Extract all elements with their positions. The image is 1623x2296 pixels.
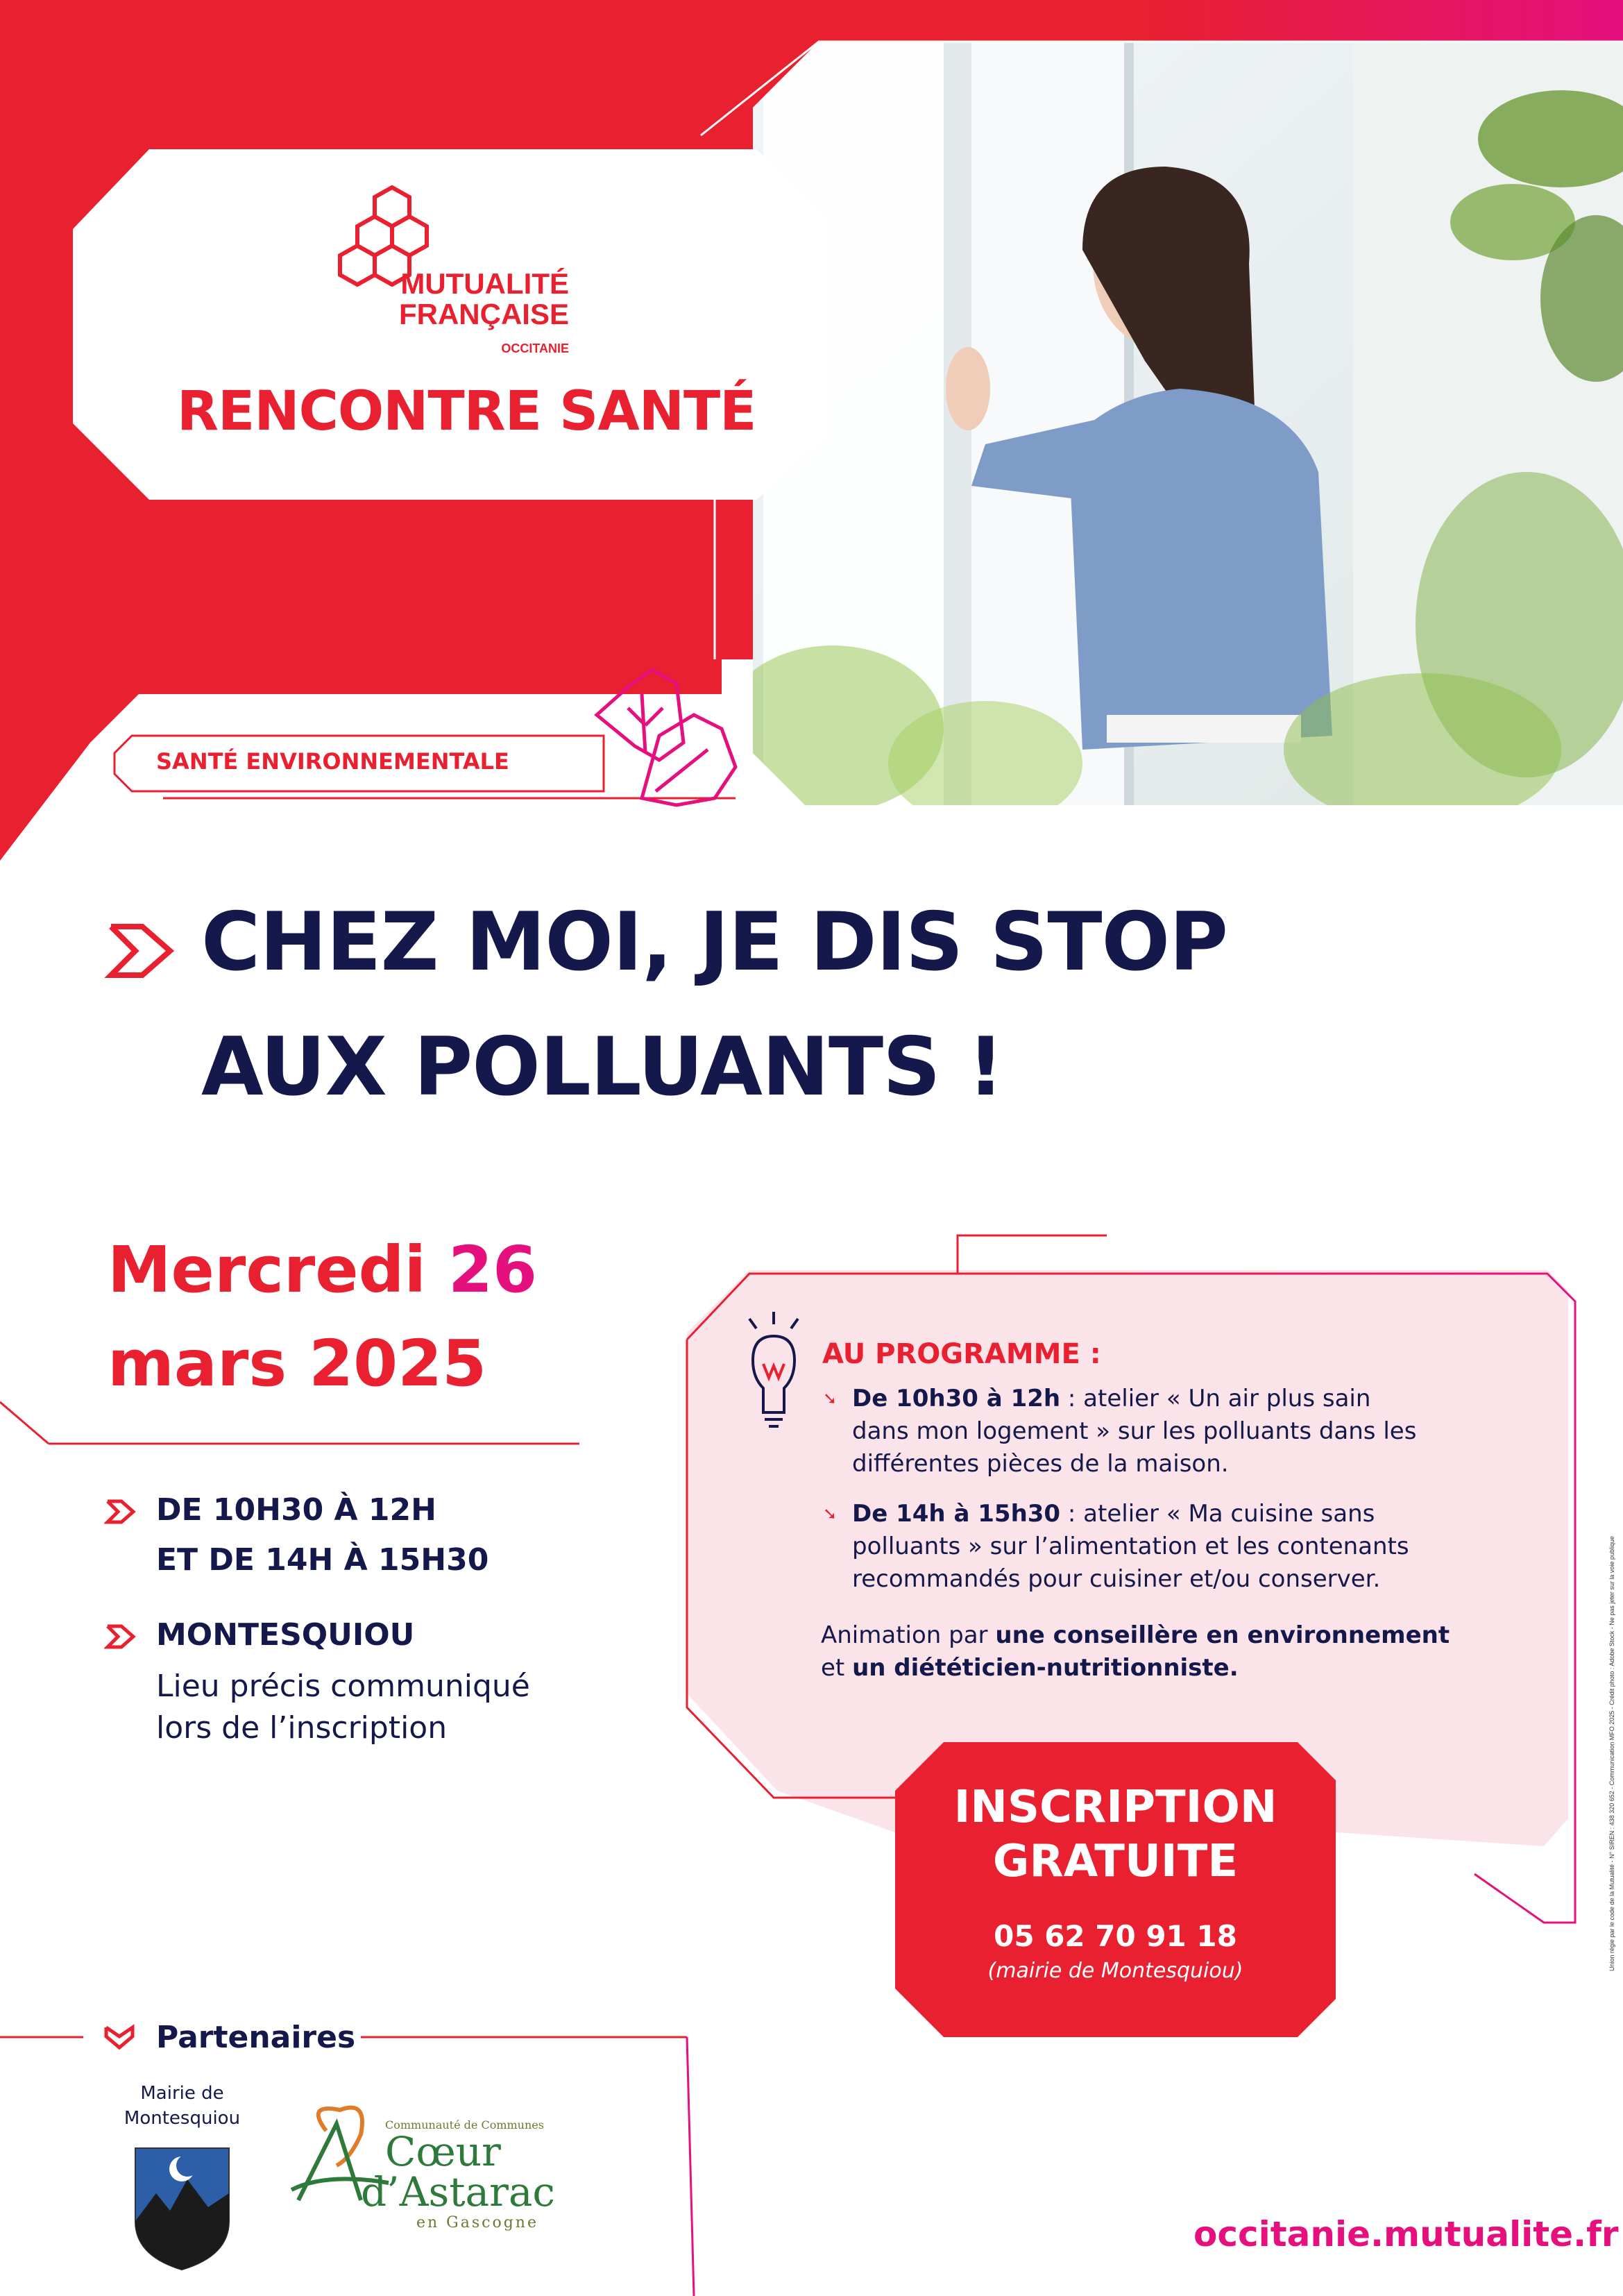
mairie-line2: Montesquiou: [124, 2108, 241, 2129]
title-line2: AUX POLLUANTS !: [201, 1020, 1003, 1114]
montesquiou-shield: [135, 2148, 229, 2270]
programme-item1-text: : atelier « Un air plus sain dans mon logement » sur les polluants dans les différentes pièces de la maison.: [852, 1385, 1417, 1478]
cc-sub: en Gascogne: [416, 2214, 538, 2231]
partners-heading: Partenaires: [156, 2020, 356, 2055]
registration-title: [895, 1780, 1336, 1889]
legal-text-wrapper: [1608, 1249, 1615, 1971]
registration-line2: GRATUITE: [992, 1836, 1239, 1887]
animation-bold2: un diététicien-nutritionniste.: [852, 1654, 1239, 1682]
place-note-line1: Lieu précis communiqué: [156, 1669, 530, 1704]
programme-item2-text: : atelier « Ma cuisine sans polluants » sur l’alimentation et les contenants recommandés pour cuisiner et/ou conserver.: [852, 1500, 1409, 1593]
chevron-icon: [104, 1498, 139, 1526]
chevron-icon: [104, 1623, 139, 1651]
cc-name1: Cœur: [385, 2128, 501, 2175]
legal-text: Union régie par le code de la Mutualité - N° SIREN : 438 320 652 - Communication MFO 2025 - Crédit photo : Adobe Stock - Ne pas jeter sur la voie publique: [1608, 1536, 1615, 1971]
cc-name2: d’Astarac: [361, 2168, 555, 2215]
website-link[interactable]: occitanie.mutualite.fr: [1193, 2214, 1619, 2254]
programme-item-1: [823, 1383, 1421, 1480]
registration-phone[interactable]: 05 62 70 91 18: [994, 1919, 1237, 1953]
time-line2: ET DE 14H À 15H30: [156, 1542, 489, 1578]
animation-prefix: Animation par: [821, 1621, 996, 1649]
event-type: RENCONTRE SANTÉ: [177, 380, 756, 443]
chevron-down-icon: [103, 2024, 136, 2052]
mairie-label: [104, 2081, 260, 2131]
programme-animation: [821, 1619, 1549, 1685]
place-note-line2: lors de l’inscription: [156, 1710, 448, 1746]
bullet-arrow-icon: ➘: [823, 1504, 838, 1523]
registration-line1: INSCRIPTION: [953, 1782, 1277, 1833]
mairie-line1: Mairie de: [140, 2083, 224, 2104]
event-date-line1: [108, 1225, 537, 1315]
brand-region: OCCITANIE: [501, 341, 569, 355]
date-day: 26: [448, 1233, 538, 1307]
brand-line1: MUTUALITÉ: [400, 267, 569, 300]
animation-bold1: une conseillère en environnement: [995, 1621, 1450, 1649]
programme-item-2: [823, 1498, 1477, 1596]
programme-item1-time: De 10h30 à 12h: [852, 1385, 1061, 1412]
programme-item2-time: De 14h à 15h30: [852, 1500, 1061, 1528]
date-weekday: Mercredi: [108, 1233, 427, 1307]
brand-line2: FRANÇAISE: [398, 298, 569, 330]
chevron-icon: [104, 920, 180, 982]
theme-tag: SANTÉ ENVIRONNEMENTALE: [156, 748, 509, 775]
programme-heading: AU PROGRAMME :: [822, 1338, 1101, 1370]
time-line1: DE 10H30 À 12H: [156, 1492, 436, 1528]
animation-mid: et: [821, 1654, 853, 1682]
cc-small-label: Communauté de Communes: [385, 2118, 544, 2132]
hero-photo: [722, 42, 1623, 826]
registration-phone-note: (mairie de Montesquiou): [987, 1959, 1243, 1983]
place: MONTESQUIOU: [156, 1617, 415, 1653]
bullet-arrow-icon: ➘: [823, 1389, 838, 1408]
date-month-year: mars 2025: [108, 1326, 487, 1401]
title-line1: CHEZ MOI, JE DIS STOP: [201, 895, 1228, 989]
